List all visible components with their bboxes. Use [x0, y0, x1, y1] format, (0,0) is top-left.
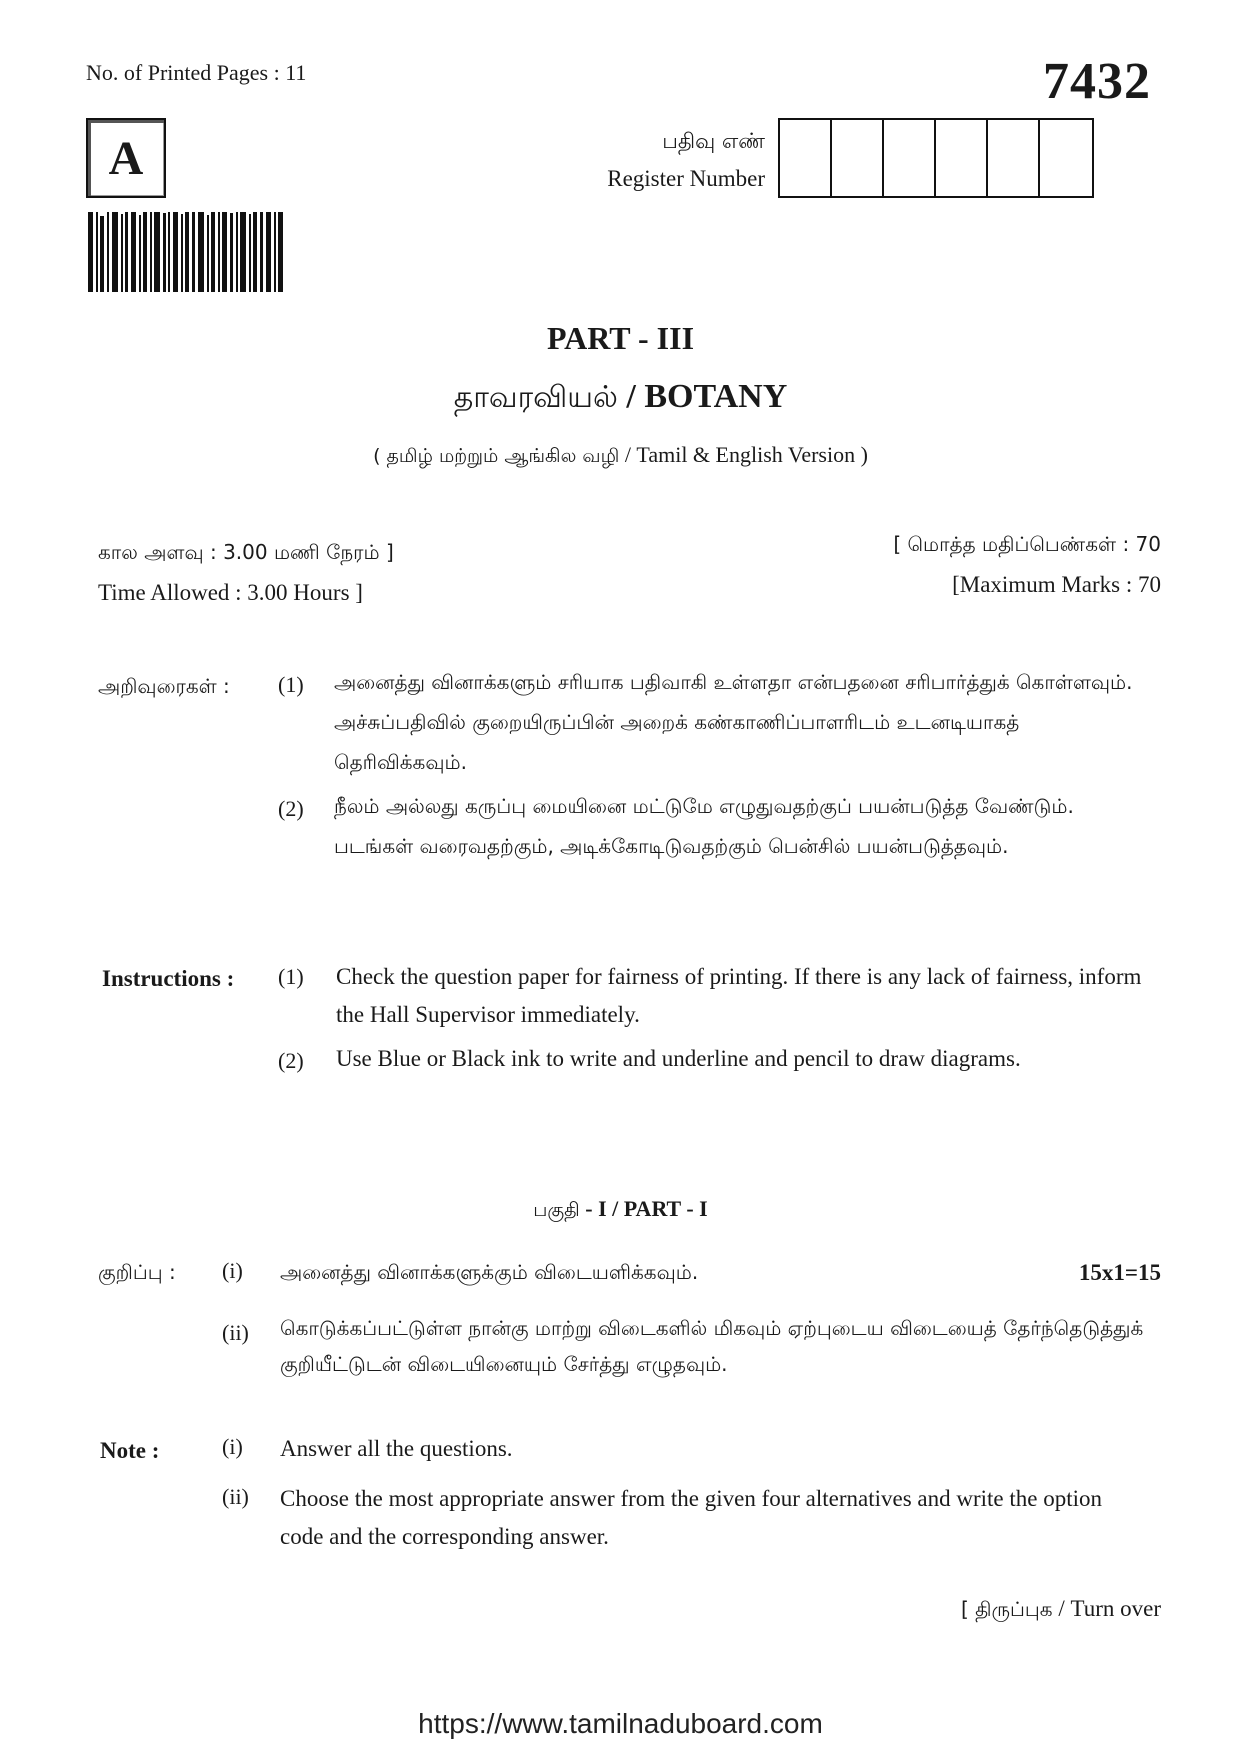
part-title: PART - III: [546, 320, 695, 356]
subject-tamil: தாவரவியல்: [453, 380, 618, 415]
note-tamil-number: (ii): [222, 1320, 249, 1345]
instruction-tamil-number: (2): [278, 796, 304, 821]
instruction-tamil-text: நீலம் அல்லது கருப்பு மையினை மட்டுமே எழுதுவதற்குப் பயன்படுத்த வேண்டும். படங்கள் வரைவதற்கும், அடிக்கோடிடுவதற்கும் பென்சில் பயன்படுத்தவும்.: [334, 794, 1074, 858]
printed-pages-count: No. of Printed Pages : 11: [86, 60, 307, 85]
register-digit-box[interactable]: [884, 120, 936, 196]
subject-separator: /: [617, 378, 645, 415]
register-label-english: Register Number: [607, 166, 765, 191]
turn-over-english: / Turn over: [1052, 1596, 1161, 1621]
part-one-heading-english: - I / PART - I: [579, 1196, 708, 1221]
note-english-number: (i): [222, 1434, 243, 1459]
note-tamil-text: அனைத்து வினாக்களுக்கும் விடையளிக்கவும்.: [280, 1260, 699, 1284]
note-english-text: Answer all the questions.: [280, 1436, 513, 1461]
instruction-english-number: (1): [278, 964, 304, 989]
register-digit-box[interactable]: [988, 120, 1040, 196]
note-english-number: (ii): [222, 1484, 249, 1509]
max-marks-english: [Maximum Marks : 70: [952, 572, 1161, 597]
instruction-english-text: Use Blue or Black ink to write and underline and pencil to draw diagrams.: [336, 1046, 1021, 1071]
time-allowed-english: Time Allowed : 3.00 Hours ]: [98, 580, 363, 605]
series-box: [86, 118, 166, 198]
instruction-tamil-text: அனைத்து வினாக்களும் சரியாக பதிவாகி உள்ளதா என்பதனை சரிபார்த்துக் கொள்ளவும். அச்சுப்பதிவில் குறையிருப்பின் அறைக் கண்காணிப்பாளரிடம் உடனடியாகத் தெரிவிக்கவும்.: [334, 670, 1133, 774]
register-digit-box[interactable]: [1040, 120, 1092, 196]
part-one-heading: [0, 1196, 1241, 1224]
register-label-tamil: பதிவு எண்: [662, 129, 765, 153]
medium-line: [0, 442, 1241, 470]
part-one-heading-tamil: பகுதி: [533, 1199, 580, 1221]
note-tamil-number: (i): [222, 1258, 243, 1283]
turn-over-note: [961, 1596, 1161, 1624]
barcode-image: [88, 212, 283, 292]
note-tamil-label: குறிப்பு :: [98, 1260, 176, 1284]
note-english-text: Choose the most appropriate answer from the given four alternatives and write the option code and the corresponding answer.: [280, 1486, 1103, 1549]
note-tamil-text: கொடுக்கப்பட்டுள்ள நான்கு மாற்று விடைகளில் மிகவும் ஏற்புடைய விடையைத் தேர்ந்தெடுத்துக் குறியீட்டுடன் விடையினையும் சேர்த்து எழுதவும்.: [280, 1316, 1144, 1376]
register-digit-box[interactable]: [780, 120, 832, 196]
instruction-tamil-number: (1): [278, 672, 304, 697]
register-number-boxes[interactable]: [778, 118, 1094, 198]
max-marks-tamil: [ மொத்த மதிப்பெண்கள் : 70: [893, 532, 1161, 556]
time-allowed-tamil: கால அளவு : 3.00 மணி நேரம் ]: [98, 540, 394, 564]
instruction-english-text: Check the question paper for fairness of printing. If there is any lack of fairness, inform the Hall Supervisor immediately.: [336, 964, 1142, 1027]
instructions-english-label: Instructions :: [102, 966, 235, 991]
paper-code: 7432: [1043, 53, 1151, 110]
register-number-label: [560, 122, 765, 198]
register-digit-box[interactable]: [936, 120, 988, 196]
turn-over-tamil: [ திருப்புக: [960, 1597, 1053, 1621]
note-english-label: Note :: [100, 1438, 160, 1463]
website-link[interactable]: https://www.tamilnaduboard.com: [418, 1708, 823, 1739]
medium-tamil: ( தமிழ் மற்றும் ஆங்கில வழி: [373, 445, 620, 467]
instructions-tamil-label: அறிவுரைகள் :: [98, 674, 230, 698]
medium-english: / Tamil & English Version ): [619, 442, 868, 467]
subject-title: [0, 378, 1241, 419]
series-letter: A: [108, 131, 144, 185]
subject-english: BOTANY: [644, 378, 788, 415]
register-digit-box[interactable]: [832, 120, 884, 196]
instruction-english-number: (2): [278, 1048, 304, 1073]
part-one-marks: 15x1=15: [1078, 1260, 1161, 1285]
